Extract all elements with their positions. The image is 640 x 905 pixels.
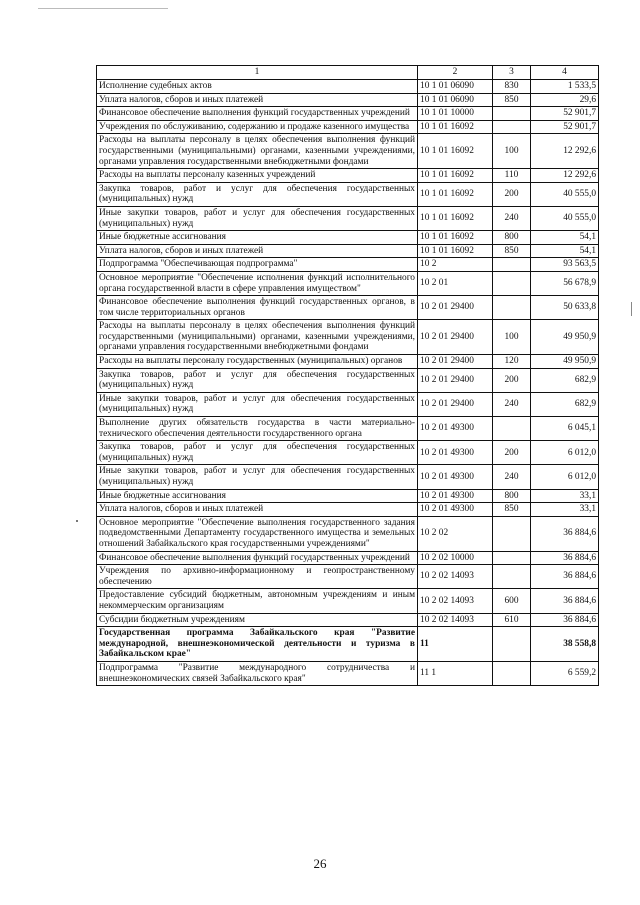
table-row [97,565,599,589]
table-row [97,355,599,369]
row-expense-type-cell: 110 [493,169,531,183]
row-expense-type-cell: 850 [493,244,531,258]
table-row [97,516,599,551]
row-amount-cell: 50 633,8 [531,296,599,320]
row-code-cell: 10 1 01 06090 [418,80,493,94]
row-amount-cell: 56 678,9 [531,271,599,295]
row-code-cell: 10 2 01 29400 [418,296,493,320]
table-row [97,271,599,295]
row-name-cell: Государственная программа Забайкальского края "Развитие международной, внешнеэкономической деятельности и туризма в Забайкальском крае" [97,627,418,662]
row-code-cell: 10 1 01 16092 [418,120,493,134]
row-code-cell: 10 2 01 49300 [418,441,493,465]
row-name-cell: Выполнение других обязательств государства в части материально-технического обеспечения деятельности государственного органа [97,417,418,441]
row-code-cell: 10 2 01 29400 [418,320,493,355]
row-code-cell: 10 2 01 29400 [418,368,493,392]
table-row [97,231,599,245]
row-amount-cell: 49 950,9 [531,355,599,369]
table-row [97,120,599,134]
row-expense-type-cell [493,565,531,589]
row-expense-type-cell: 600 [493,589,531,613]
row-amount-cell: 36 884,6 [531,516,599,551]
row-code-cell: 10 1 01 10000 [418,107,493,121]
row-code-cell: 10 2 02 [418,516,493,551]
row-name-cell: Подпрограмма "Развитие международного сотрудничества и внешнеэкономических связей Забайкальского края" [97,661,418,685]
row-expense-type-cell [493,120,531,134]
row-code-cell: 10 2 01 49300 [418,465,493,489]
table-row [97,134,599,169]
table-row [97,392,599,416]
table-row [97,503,599,517]
row-name-cell: Расходы на выплаты персоналу казенных учреждений [97,169,418,183]
row-amount-cell: 36 884,6 [531,551,599,565]
row-amount-cell: 40 555,0 [531,206,599,230]
row-expense-type-cell [493,417,531,441]
table-row [97,320,599,355]
row-expense-type-cell [493,296,531,320]
row-amount-cell: 6 012,0 [531,441,599,465]
row-name-cell: Финансовое обеспечение выполнения функций государственных учреждений [97,107,418,121]
row-amount-cell: 6 045,1 [531,417,599,441]
row-expense-type-cell [493,627,531,662]
row-name-cell: Закупка товаров, работ и услуг для обеспечения государственных (муниципальных) нужд [97,182,418,206]
row-expense-type-cell: 830 [493,80,531,94]
row-code-cell: 10 2 02 14093 [418,613,493,627]
row-expense-type-cell [493,551,531,565]
row-amount-cell: 1 533,5 [531,80,599,94]
row-expense-type-cell: 610 [493,613,531,627]
row-expense-type-cell: 240 [493,392,531,416]
row-amount-cell: 29,6 [531,93,599,107]
row-amount-cell: 12 292,6 [531,134,599,169]
row-name-cell: Иные закупки товаров, работ и услуг для обеспечения государственных (муниципальных) нужд [97,392,418,416]
row-amount-cell: 52 901,7 [531,107,599,121]
table-row [97,169,599,183]
row-expense-type-cell: 240 [493,206,531,230]
row-code-cell: 11 1 [418,661,493,685]
row-expense-type-cell: 200 [493,182,531,206]
row-name-cell: Уплата налогов, сборов и иных платежей [97,93,418,107]
row-expense-type-cell [493,661,531,685]
row-amount-cell: 38 558,8 [531,627,599,662]
row-expense-type-cell [493,271,531,295]
table-row [97,296,599,320]
row-code-cell: 10 2 01 [418,271,493,295]
row-amount-cell: 54,1 [531,244,599,258]
row-amount-cell: 36 884,6 [531,565,599,589]
table-row [97,244,599,258]
header-col-2: 2 [418,66,493,80]
table-row [97,489,599,503]
table-row [97,368,599,392]
row-code-cell: 10 2 [418,258,493,272]
table-row [97,441,599,465]
row-name-cell: Расходы на выплаты персоналу в целях обеспечения выполнения функций государственными (муниципальными) органами, казенными учреждениями, органами управления государственными внебюджетными фондами [97,320,418,355]
row-amount-cell: 12 292,6 [531,169,599,183]
row-code-cell: 10 1 01 16092 [418,244,493,258]
header-col-1: 1 [97,66,418,80]
row-expense-type-cell [493,258,531,272]
row-amount-cell: 54,1 [531,231,599,245]
header-col-3: 3 [493,66,531,80]
row-expense-type-cell: 850 [493,93,531,107]
row-code-cell: 10 2 01 49300 [418,489,493,503]
row-code-cell: 10 1 01 16092 [418,231,493,245]
scan-edge-line [38,8,168,9]
row-amount-cell: 36 884,6 [531,613,599,627]
row-amount-cell: 49 950,9 [531,320,599,355]
table-row [97,551,599,565]
row-amount-cell: 93 563,5 [531,258,599,272]
row-amount-cell: 52 901,7 [531,120,599,134]
row-expense-type-cell: 850 [493,503,531,517]
row-expense-type-cell: 120 [493,355,531,369]
row-name-cell: Подпрограмма "Обеспечивающая подпрограмма" [97,258,418,272]
row-name-cell: Финансовое обеспечение выполнения функций государственных органов, в том числе территориальных органов [97,296,418,320]
table-row [97,206,599,230]
row-expense-type-cell: 240 [493,465,531,489]
row-name-cell: Расходы на выплаты персоналу государственных (муниципальных) органов [97,355,418,369]
row-code-cell: 10 2 01 29400 [418,355,493,369]
table-row [97,80,599,94]
row-name-cell: Предоставление субсидий бюджетным, автономным учреждениям и иным некоммерческим организациям [97,589,418,613]
table-row [97,107,599,121]
table-row [97,93,599,107]
row-expense-type-cell: 100 [493,320,531,355]
row-amount-cell: 682,9 [531,368,599,392]
row-code-cell: 10 2 01 29400 [418,392,493,416]
row-code-cell: 10 2 01 49300 [418,417,493,441]
row-code-cell: 10 2 02 14093 [418,565,493,589]
margin-mark [631,302,632,316]
row-amount-cell: 6 012,0 [531,465,599,489]
row-name-cell: Учреждения по обслуживанию, содержанию и продаже казенного имущества [97,120,418,134]
row-code-cell: 10 1 01 16092 [418,206,493,230]
table-row [97,589,599,613]
row-name-cell: Основное мероприятие "Обеспечение исполнения функций исполнительного органа государственной власти в сфере управления имуществом" [97,271,418,295]
row-code-cell: 10 1 01 16092 [418,182,493,206]
row-name-cell: Учреждения по архивно-информационному и геопространственному обеспечению [97,565,418,589]
row-name-cell: Иные закупки товаров, работ и услуг для обеспечения государственных (муниципальных) нужд [97,206,418,230]
row-amount-cell: 36 884,6 [531,589,599,613]
table-row [97,182,599,206]
row-code-cell: 10 2 01 49300 [418,503,493,517]
row-amount-cell: 6 559,2 [531,661,599,685]
row-name-cell: Расходы на выплаты персоналу в целях обеспечения выполнения функций государственными (муниципальными) органами, казенными учреждениями, органами управления государственными внебюджетными фондами [97,134,418,169]
row-code-cell: 10 1 01 16092 [418,169,493,183]
header-col-4: 4 [531,66,599,80]
row-name-cell: Уплата налогов, сборов и иных платежей [97,503,418,517]
row-expense-type-cell: 800 [493,231,531,245]
budget-table [96,65,599,686]
table-row [97,627,599,662]
row-name-cell: Иные бюджетные ассигнования [97,489,418,503]
row-name-cell: Закупка товаров, работ и услуг для обеспечения государственных (муниципальных) нужд [97,368,418,392]
row-name-cell: Основное мероприятие "Обеспечение выполнения государственного задания подведомственными Департаменту государственного имущества и земельных отношений Забайкальского края государственными учреждениями" [97,516,418,551]
row-expense-type-cell: 100 [493,134,531,169]
row-name-cell: Иные бюджетные ассигнования [97,231,418,245]
row-amount-cell: 33,1 [531,503,599,517]
row-name-cell: Уплата налогов, сборов и иных платежей [97,244,418,258]
table-row [97,417,599,441]
row-name-cell: Иные закупки товаров, работ и услуг для обеспечения государственных (муниципальных) нужд [97,465,418,489]
row-name-cell: Закупка товаров, работ и услуг для обеспечения государственных (муниципальных) нужд [97,441,418,465]
row-name-cell: Субсидии бюджетным учреждениям [97,613,418,627]
table-header-row [97,66,599,80]
row-code-cell: 10 2 02 14093 [418,589,493,613]
row-name-cell: Финансовое обеспечение выполнения функций государственных учреждений [97,551,418,565]
row-name-cell: Исполнение судебных актов [97,80,418,94]
row-expense-type-cell: 200 [493,368,531,392]
row-amount-cell: 33,1 [531,489,599,503]
table-row [97,258,599,272]
row-code-cell: 10 2 02 10000 [418,551,493,565]
row-amount-cell: 682,9 [531,392,599,416]
row-expense-type-cell: 800 [493,489,531,503]
row-expense-type-cell [493,516,531,551]
row-code-cell: 11 [418,627,493,662]
row-code-cell: 10 1 01 06090 [418,93,493,107]
table-row [97,661,599,685]
row-amount-cell: 40 555,0 [531,182,599,206]
row-code-cell: 10 1 01 16092 [418,134,493,169]
margin-dot [76,520,78,522]
table-row [97,465,599,489]
table-row [97,613,599,627]
page-number: 26 [313,856,327,871]
row-expense-type-cell: 200 [493,441,531,465]
row-expense-type-cell [493,107,531,121]
